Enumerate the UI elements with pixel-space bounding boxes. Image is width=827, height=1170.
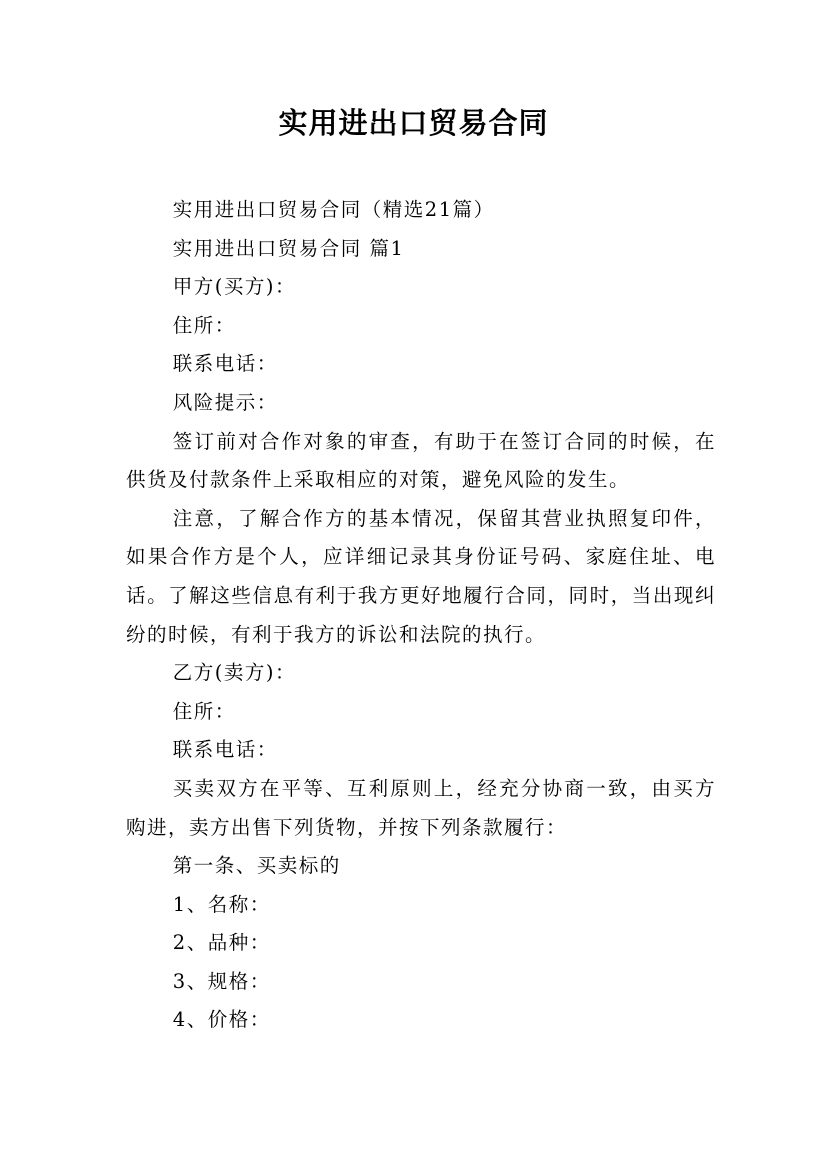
paragraph-party-a: 甲方(买方)： — [172, 275, 297, 299]
document-body — [126, 191, 716, 1040]
paragraph-party-a-address: 住所： — [172, 313, 236, 337]
paragraph-risk-note: 注意，了解合作方的基本情况，保留其营业执照复印件，如果合作方是个人，应详细记录其身份证号码、家庭住址、电话。了解这些信息有利于我方更好地履行合同，同时，当出现纠纷的时候，有利于我方的诉讼和法院的执行。 — [126, 506, 716, 646]
paragraph-risk-review: 签订前对合作对象的审查，有助于在签订合同的时候，在供货及付款条件上采取相应的对策，避免风险的发生。 — [126, 429, 716, 492]
paragraph-risk-heading: 风险提示： — [172, 390, 278, 414]
paragraph-article-heading: 实用进出口贸易合同 篇1 — [172, 236, 405, 260]
paragraph-article-one: 第一条、买卖标的 — [172, 854, 341, 878]
paragraph-party-b-address: 住所： — [172, 699, 236, 723]
paragraph-agreement: 买卖双方在平等、互利原则上，经充分协商一致，由买方购进，卖方出售下列货物，并按下列条款履行： — [126, 776, 716, 839]
paragraph-collection-title: 实用进出口贸易合同（精选21篇） — [172, 198, 495, 221]
paragraph-party-b-phone: 联系电话： — [172, 738, 278, 762]
paragraph-item-spec: 3、规格： — [172, 969, 271, 993]
paragraph-party-a-phone: 联系电话： — [172, 352, 278, 376]
paragraph-item-price: 4、价格： — [172, 1008, 271, 1032]
paragraph-party-b: 乙方(卖方)： — [172, 661, 297, 685]
paragraph-item-variety: 2、品种： — [172, 931, 271, 955]
paragraph-item-name: 1、名称： — [172, 892, 271, 916]
document-title: 实用进出口贸易合同 — [278, 106, 549, 140]
